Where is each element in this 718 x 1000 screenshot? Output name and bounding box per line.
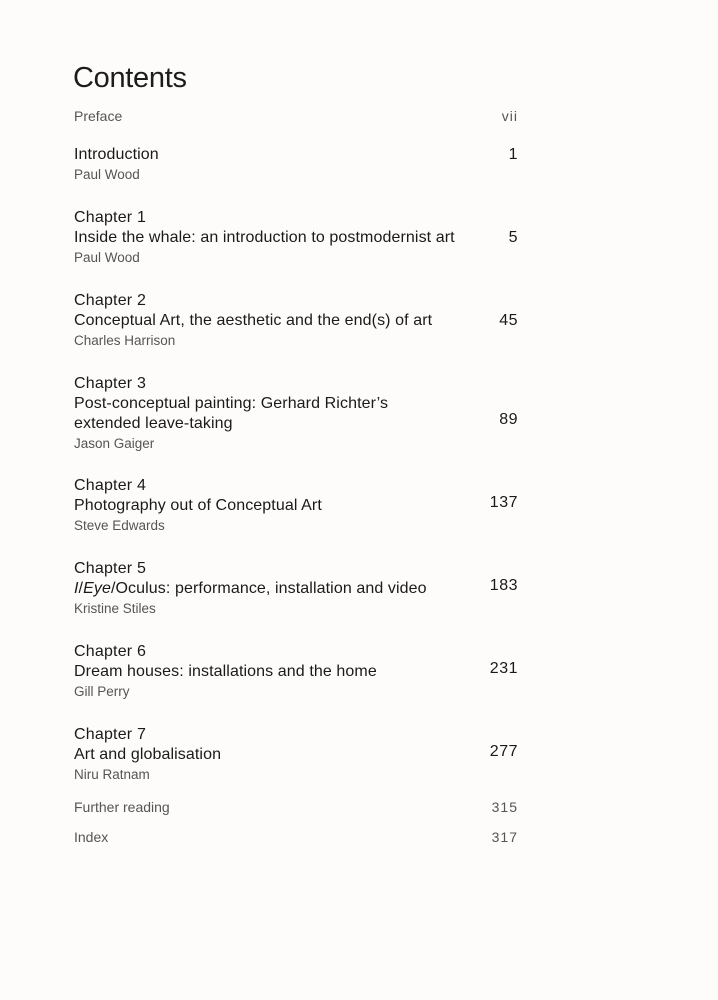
- entry-title: Dream houses: installations and the home: [74, 663, 377, 680]
- toc-entry-chapter-4[interactable]: [74, 476, 518, 535]
- toc-entry-introduction[interactable]: [74, 145, 518, 184]
- entry-author: Charles Harrison: [74, 333, 176, 348]
- page-number: 317: [491, 829, 518, 845]
- title-separator: /: [78, 580, 84, 597]
- entry-author: Paul Wood: [74, 167, 140, 182]
- entry-title: Conceptual Art, the aesthetic and the end(s) of art: [74, 312, 433, 329]
- page-number: 89: [499, 411, 518, 428]
- title-italic-i: I: [74, 580, 79, 597]
- chapter-label: Chapter 4: [74, 477, 147, 494]
- entry-author: Gill Perry: [74, 684, 130, 699]
- entry-title: [74, 579, 464, 599]
- page-number: 137: [489, 494, 518, 511]
- entry-author: Niru Ratnam: [74, 767, 150, 782]
- page-number: 183: [489, 577, 518, 594]
- title-rest: /Oculus: performance, installation and video: [110, 580, 427, 597]
- entry-title: Introduction: [74, 146, 159, 163]
- entry-author: Steve Edwards: [74, 518, 165, 533]
- page-number: 5: [508, 229, 518, 246]
- chapter-label: Chapter 7: [74, 726, 147, 743]
- entry-label: Preface: [74, 108, 123, 124]
- page-number: 45: [499, 312, 518, 329]
- chapter-label: Chapter 1: [74, 209, 147, 226]
- toc-entry-preface[interactable]: [74, 108, 518, 124]
- entry-author: Kristine Stiles: [74, 601, 156, 616]
- title-italic-eye: Eye: [83, 580, 111, 597]
- toc-entry-chapter-6[interactable]: [74, 642, 518, 701]
- entry-author: Jason Gaiger: [74, 436, 155, 451]
- toc-entry-index[interactable]: [74, 829, 518, 845]
- toc-entry-chapter-7[interactable]: [74, 725, 518, 784]
- page-title: Contents: [73, 62, 187, 94]
- chapter-label: Chapter 5: [74, 560, 147, 577]
- entry-title: Inside the whale: an introduction to postmodernist art: [74, 229, 455, 246]
- chapter-label: Chapter 2: [74, 292, 147, 309]
- page-number: 231: [489, 660, 518, 677]
- toc-entry-chapter-5[interactable]: [74, 559, 518, 618]
- entry-label: Further reading: [74, 799, 170, 815]
- entry-author: Paul Wood: [74, 250, 140, 265]
- page-number: 277: [489, 743, 518, 760]
- entry-title: Photography out of Conceptual Art: [74, 497, 322, 514]
- page-number: vii: [501, 108, 518, 124]
- entry-label: Index: [74, 829, 109, 845]
- toc-entry-further-reading[interactable]: [74, 799, 518, 815]
- toc-entry-chapter-2[interactable]: [74, 291, 518, 350]
- toc-entry-chapter-1[interactable]: [74, 208, 518, 267]
- entry-title: Art and globalisation: [74, 746, 222, 763]
- chapter-label: Chapter 6: [74, 643, 147, 660]
- chapter-label: Chapter 3: [74, 375, 147, 392]
- toc-entry-chapter-3[interactable]: [74, 374, 518, 453]
- page-number: 315: [491, 799, 518, 815]
- entry-title: Post-conceptual painting: Gerhard Richter’s extended leave-taking: [74, 395, 389, 432]
- page-number: 1: [508, 146, 518, 163]
